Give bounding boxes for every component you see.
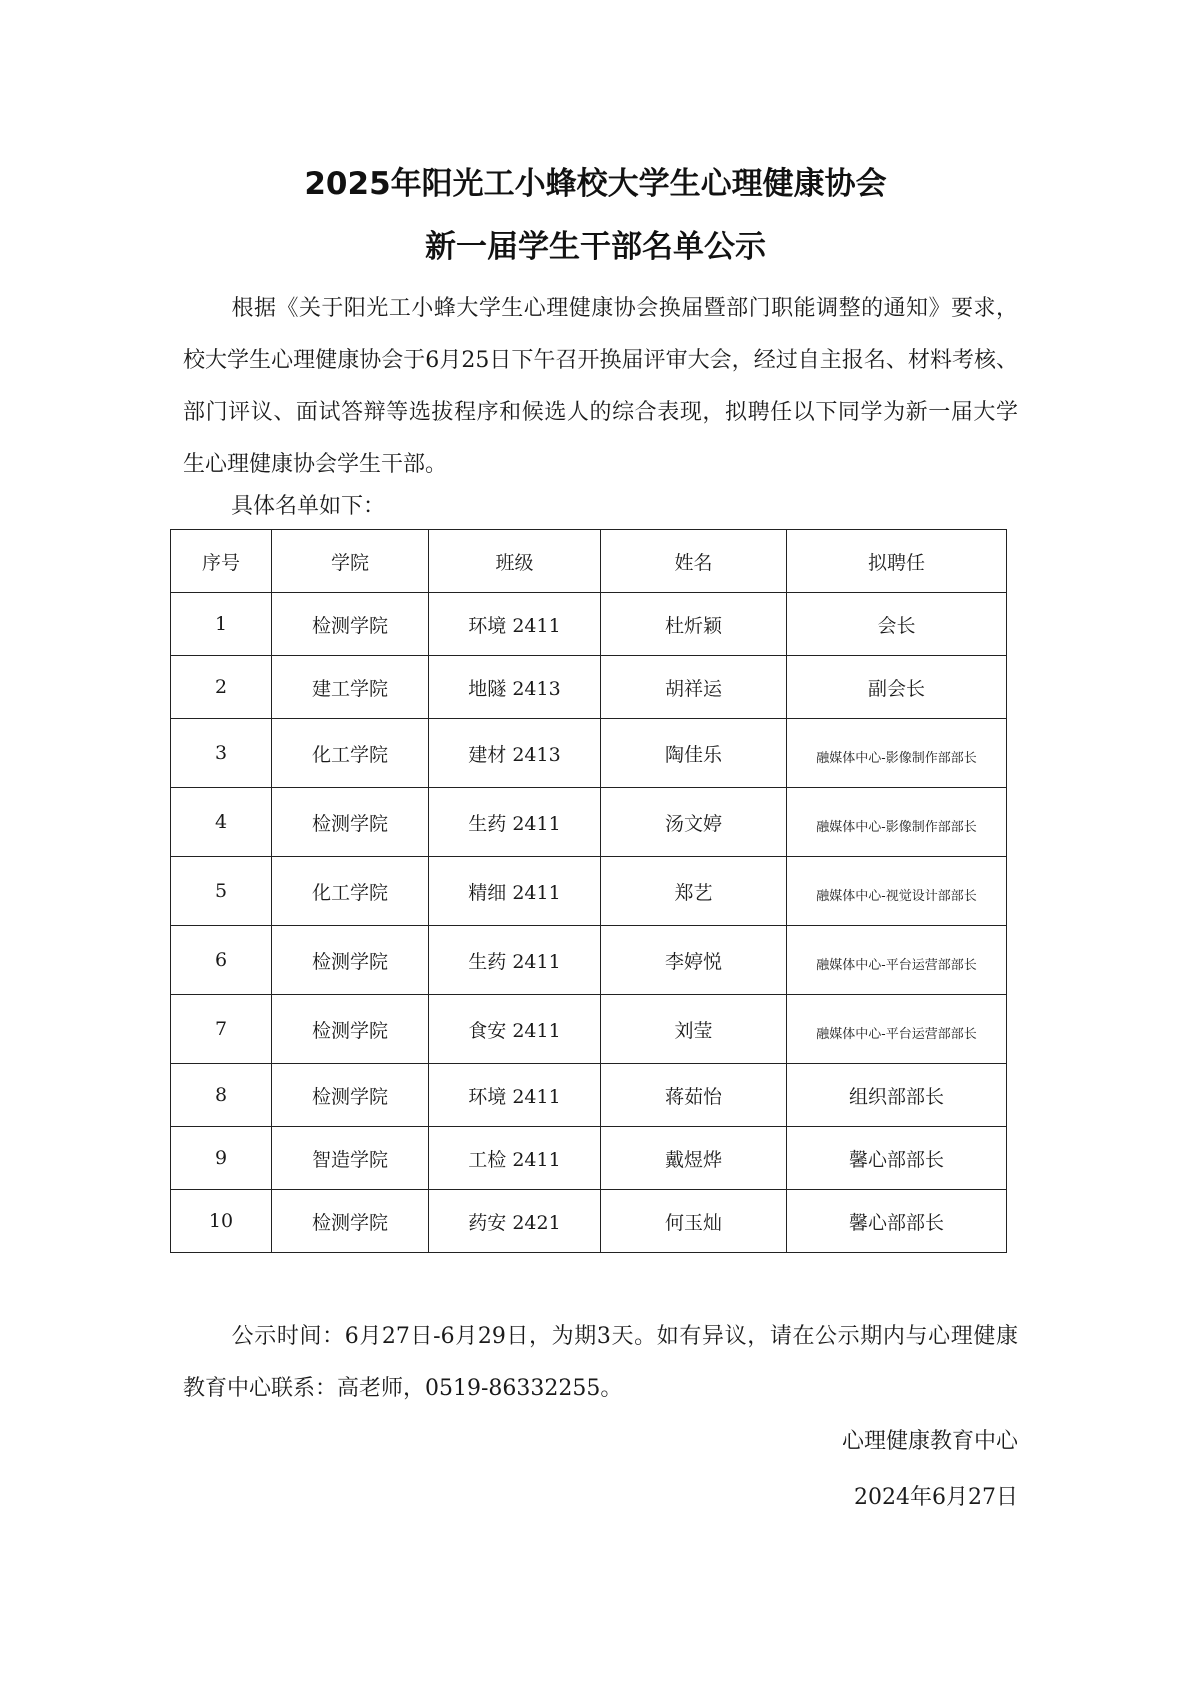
cell-college: 建工学院: [272, 656, 429, 719]
header-no: 序号: [171, 530, 272, 593]
cell-name: 汤文婷: [601, 788, 787, 857]
cell-role: 会长: [787, 593, 1007, 656]
table-row: [171, 857, 1007, 926]
cell-role: 融媒体中心-视觉设计部部长: [787, 857, 1007, 926]
cell-no: 1: [171, 593, 272, 656]
cell-college: 智造学院: [272, 1127, 429, 1190]
cell-no: 3: [171, 719, 272, 788]
cell-name: 陶佳乐: [601, 719, 787, 788]
cell-college: 检测学院: [272, 926, 429, 995]
table-row: [171, 1064, 1007, 1127]
notice-text: 公示时间：6月27日-6月29日，为期3天。如有异议，请在公示期内与心理健康教育中心联系：高老师，0519-86332255。: [183, 1324, 1018, 1401]
cell-role: 馨心部部长: [787, 1127, 1007, 1190]
cell-class: 环境 2411: [429, 1064, 601, 1127]
cell-role: 组织部部长: [787, 1064, 1007, 1127]
table-row: [171, 656, 1007, 719]
cell-no: 9: [171, 1127, 272, 1190]
list-lead-text: 具体名单如下：: [231, 494, 386, 519]
cell-class: 环境 2411: [429, 593, 601, 656]
header-role: 拟聘任: [787, 530, 1007, 593]
cell-no: 5: [171, 857, 272, 926]
cell-name: 蒋茹怡: [601, 1064, 787, 1127]
cell-name: 杜炘颖: [601, 593, 787, 656]
cell-no: 7: [171, 995, 272, 1064]
cell-role: 融媒体中心-影像制作部部长: [787, 719, 1007, 788]
table-row: [171, 719, 1007, 788]
intro-paragraph: [183, 283, 1018, 491]
document-title-line1: 2025年阳光工小蜂校大学生心理健康协会: [304, 166, 887, 202]
cell-college: 检测学院: [272, 995, 429, 1064]
cell-college: 化工学院: [272, 857, 429, 926]
cell-college: 检测学院: [272, 1190, 429, 1253]
cell-class: 生药 2411: [429, 788, 601, 857]
cell-name: 郑艺: [601, 857, 787, 926]
cell-no: 2: [171, 656, 272, 719]
header-class: 班级: [429, 530, 601, 593]
cell-class: 工检 2411: [429, 1127, 601, 1190]
table-row: [171, 593, 1007, 656]
cell-no: 10: [171, 1190, 272, 1253]
cell-college: 检测学院: [272, 788, 429, 857]
cell-class: 生药 2411: [429, 926, 601, 995]
cell-no: 6: [171, 926, 272, 995]
cell-class: 精细 2411: [429, 857, 601, 926]
table-row: [171, 788, 1007, 857]
roster-table: [170, 529, 1007, 1253]
signature-date: 2024年6月27日: [854, 1485, 1018, 1510]
cell-class: 地隧 2413: [429, 656, 601, 719]
cell-college: 检测学院: [272, 593, 429, 656]
header-name: 姓名: [601, 530, 787, 593]
cell-name: 李婷悦: [601, 926, 787, 995]
cell-name: 胡祥运: [601, 656, 787, 719]
cell-class: 食安 2411: [429, 995, 601, 1064]
table-body: [171, 593, 1007, 1253]
table-row: [171, 1190, 1007, 1253]
table-header-row: [171, 530, 1007, 593]
notice-paragraph: [183, 1311, 1018, 1415]
cell-role: 融媒体中心-平台运营部部长: [787, 926, 1007, 995]
header-college: 学院: [272, 530, 429, 593]
cell-no: 4: [171, 788, 272, 857]
intro-text: 根据《关于阳光工小蜂大学生心理健康协会换届暨部门职能调整的通知》要求，校大学生心理健康协会于6月25日下午召开换届评审大会，经过自主报名、材料考核、部门评议、面试答辩等选拔程序和候选人的综合表现，拟聘任以下同学为新一届大学生心理健康协会学生干部。: [183, 296, 1018, 477]
cell-role: 副会长: [787, 656, 1007, 719]
cell-college: 检测学院: [272, 1064, 429, 1127]
cell-name: 刘莹: [601, 995, 787, 1064]
cell-class: 建材 2413: [429, 719, 601, 788]
signature-org: 心理健康教育中心: [841, 1429, 1018, 1454]
table-row: [171, 995, 1007, 1064]
cell-class: 药安 2421: [429, 1190, 601, 1253]
table-row: [171, 1127, 1007, 1190]
cell-role: 融媒体中心-影像制作部部长: [787, 788, 1007, 857]
cell-name: 何玉灿: [601, 1190, 787, 1253]
cell-college: 化工学院: [272, 719, 429, 788]
cell-role: 馨心部部长: [787, 1190, 1007, 1253]
document-title-line2: 新一届学生干部名单公示: [425, 229, 766, 265]
table-row: [171, 926, 1007, 995]
cell-name: 戴煜烨: [601, 1127, 787, 1190]
cell-role: 融媒体中心-平台运营部部长: [787, 995, 1007, 1064]
cell-no: 8: [171, 1064, 272, 1127]
